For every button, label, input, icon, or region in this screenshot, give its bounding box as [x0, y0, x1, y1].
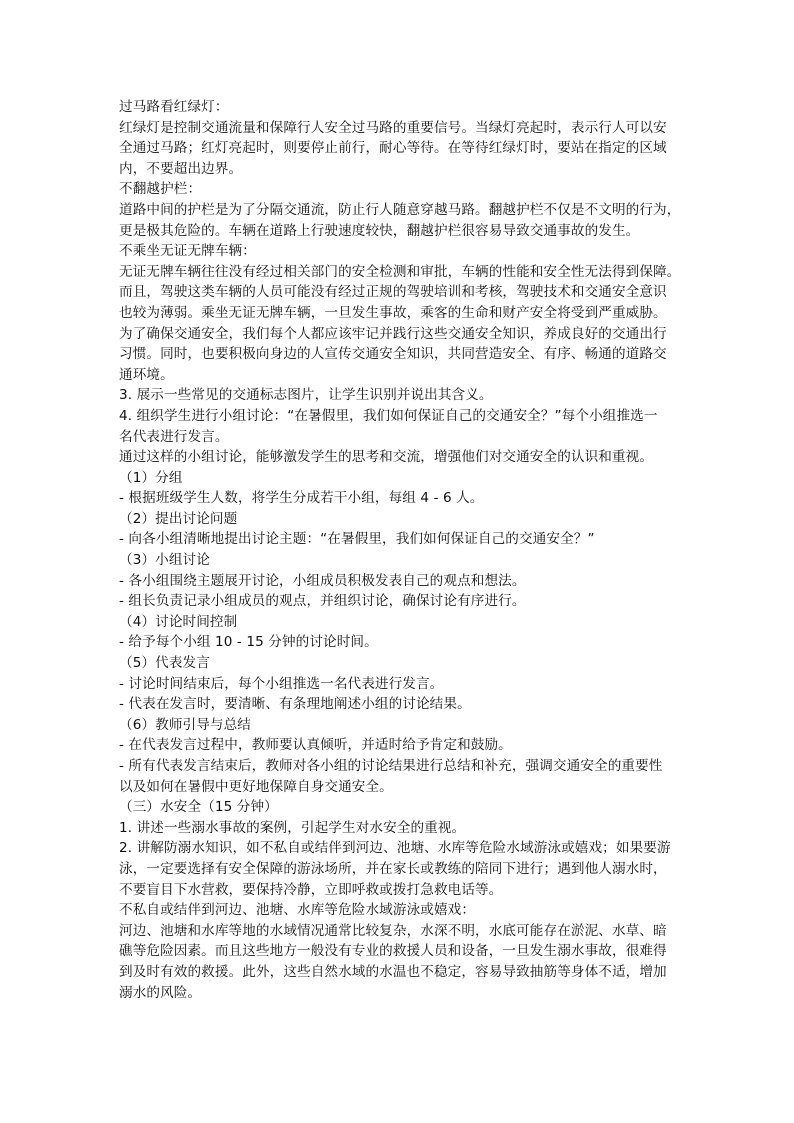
text-line: - 给予每个小组 10 - 15 分钟的讨论时间。 [119, 634, 378, 651]
text-line: （4）讨论时间控制 [119, 613, 238, 630]
text-line: （5）代表发言 [119, 655, 210, 672]
text-line: 到及时有效的救援。此外，这些自然水域的水温也不稳定，容易导致抽筋等身体不适，增加 [119, 963, 667, 980]
text-line: 1. 讲述一些溺水事故的案例，引起学生对水安全的重视。 [119, 819, 466, 836]
text-line: - 所有代表发言结束后，教师对各小组的讨论结果进行总结和补充，强调交通安全的重要性 [119, 758, 663, 774]
text-line: - 讨论时间结束后，每个小组推选一名代表进行发言。 [119, 675, 444, 692]
text-line: 不翻越护栏： [119, 181, 202, 198]
text-line: - 代表在发言时，要清晰、有条理地阐述小组的讨论结果。 [119, 696, 471, 713]
text-line: 也较为薄弱。乘坐无证无牌车辆，一旦发生事故，乘客的生命和财产安全将受到严重威胁。 [119, 304, 667, 321]
text-line: 溺水的风险。 [119, 984, 202, 1001]
text-line: - 向各小组清晰地提出讨论主题：“在暑假里，我们如何保证自己的交通安全？” [119, 531, 595, 548]
text-line: 更是极其危险的。车辆在道路上行驶速度较快，翻越护栏很容易导致交通事故的发生。 [119, 222, 640, 239]
text-line: （1）分组 [119, 469, 183, 486]
text-line: （6）教师引导与总结 [119, 716, 251, 733]
text-line: 过马路看红绿灯： [119, 99, 229, 115]
text-line: 习惯。同时，也要积极向身边的人宣传交通安全知识，共同营造安全、有序、畅通的道路交 [119, 346, 667, 363]
text-line: - 在代表发言过程中，教师要认真倾听，并适时给予肯定和鼓励。 [119, 737, 512, 754]
text-line: 通过这样的小组讨论，能够激发学生的思考和交流，增强他们对交通安全的认识和重视。 [119, 449, 654, 466]
text-line: - 根据班级学生人数，将学生分成若干小组，每组 4 - 6 人。 [119, 490, 484, 507]
text-line: 不乘坐无证无牌车辆： [119, 243, 256, 260]
text-line: 通环境。 [119, 366, 174, 383]
text-line: 河边、池塘和水库等地的水域情况通常比较复杂，水深不明，水底可能存在淤泥、水草、暗 [119, 922, 667, 939]
text-line: 内，不要超出边界。 [119, 160, 243, 177]
text-line: 2. 讲解防溺水知识，如不私自或结伴到河边、池塘、水库等危险水域游泳或嬉戏；如果要游 [119, 840, 671, 857]
text-line: 4. 组织学生进行小组讨论：“在暑假里，我们如何保证自己的交通安全？”每个小组推选一 [119, 407, 658, 424]
text-line: 3. 展示一些常见的交通标志图片，让学生识别并说出其含义。 [119, 387, 493, 404]
document-body [119, 97, 687, 1003]
text-line: 泳，一定要选择有安全保障的游泳场所，并在家长或教练的陪同下进行；遇到他人溺水时， [119, 860, 667, 877]
text-line: - 组长负责记录小组成员的观点，并组织讨论，确保讨论有序进行。 [119, 593, 526, 610]
text-line: 道路中间的护栏是为了分隔交通流，防止行人随意穿越马路。翻越护栏不仅是不文明的行为， [119, 201, 681, 218]
text-line: 名代表进行发言。 [119, 428, 229, 445]
text-line: - 各小组围绕主题展开讨论，小组成员积极发表自己的观点和想法。 [119, 572, 526, 589]
text-line: 红绿灯是控制交通流量和保障行人安全过马路的重要信号。当绿灯亮起时，表示行人可以安 [119, 119, 667, 136]
text-line: 为了确保交通安全，我们每个人都应该牢记并践行这些交通安全知识，养成良好的交通出行 [119, 325, 667, 342]
text-line: （三）水安全（15 分钟） [119, 799, 278, 816]
text-line: 不要盲目下水营救，要保持冷静，立即呼救或拨打急救电话等。 [119, 881, 503, 898]
text-line: （2）提出讨论问题 [119, 510, 238, 527]
text-line: 全通过马路；红灯亮起时，则要停止前行，耐心等待。在等待红绿灯时，要站在指定的区域 [119, 140, 667, 157]
text-line: 礁等危险因素。而且这些地方一般没有专业的救援人员和设备，一旦发生溺水事故，很难得 [119, 943, 667, 960]
text-line: 无证无牌车辆往往没有经过相关部门的安全检测和审批，车辆的性能和安全性无法得到保障。 [119, 263, 681, 280]
text-line: （3）小组讨论 [119, 552, 210, 569]
text-line: 以及如何在暑假中更好地保障自身交通安全。 [119, 778, 393, 795]
text-line: 不私自或结伴到河边、池塘、水库等危险水域游泳或嬉戏： [119, 902, 476, 919]
text-line: 而且，驾驶这类车辆的人员可能没有经过正规的驾驶培训和考核，驾驶技术和交通安全意识 [119, 284, 667, 301]
